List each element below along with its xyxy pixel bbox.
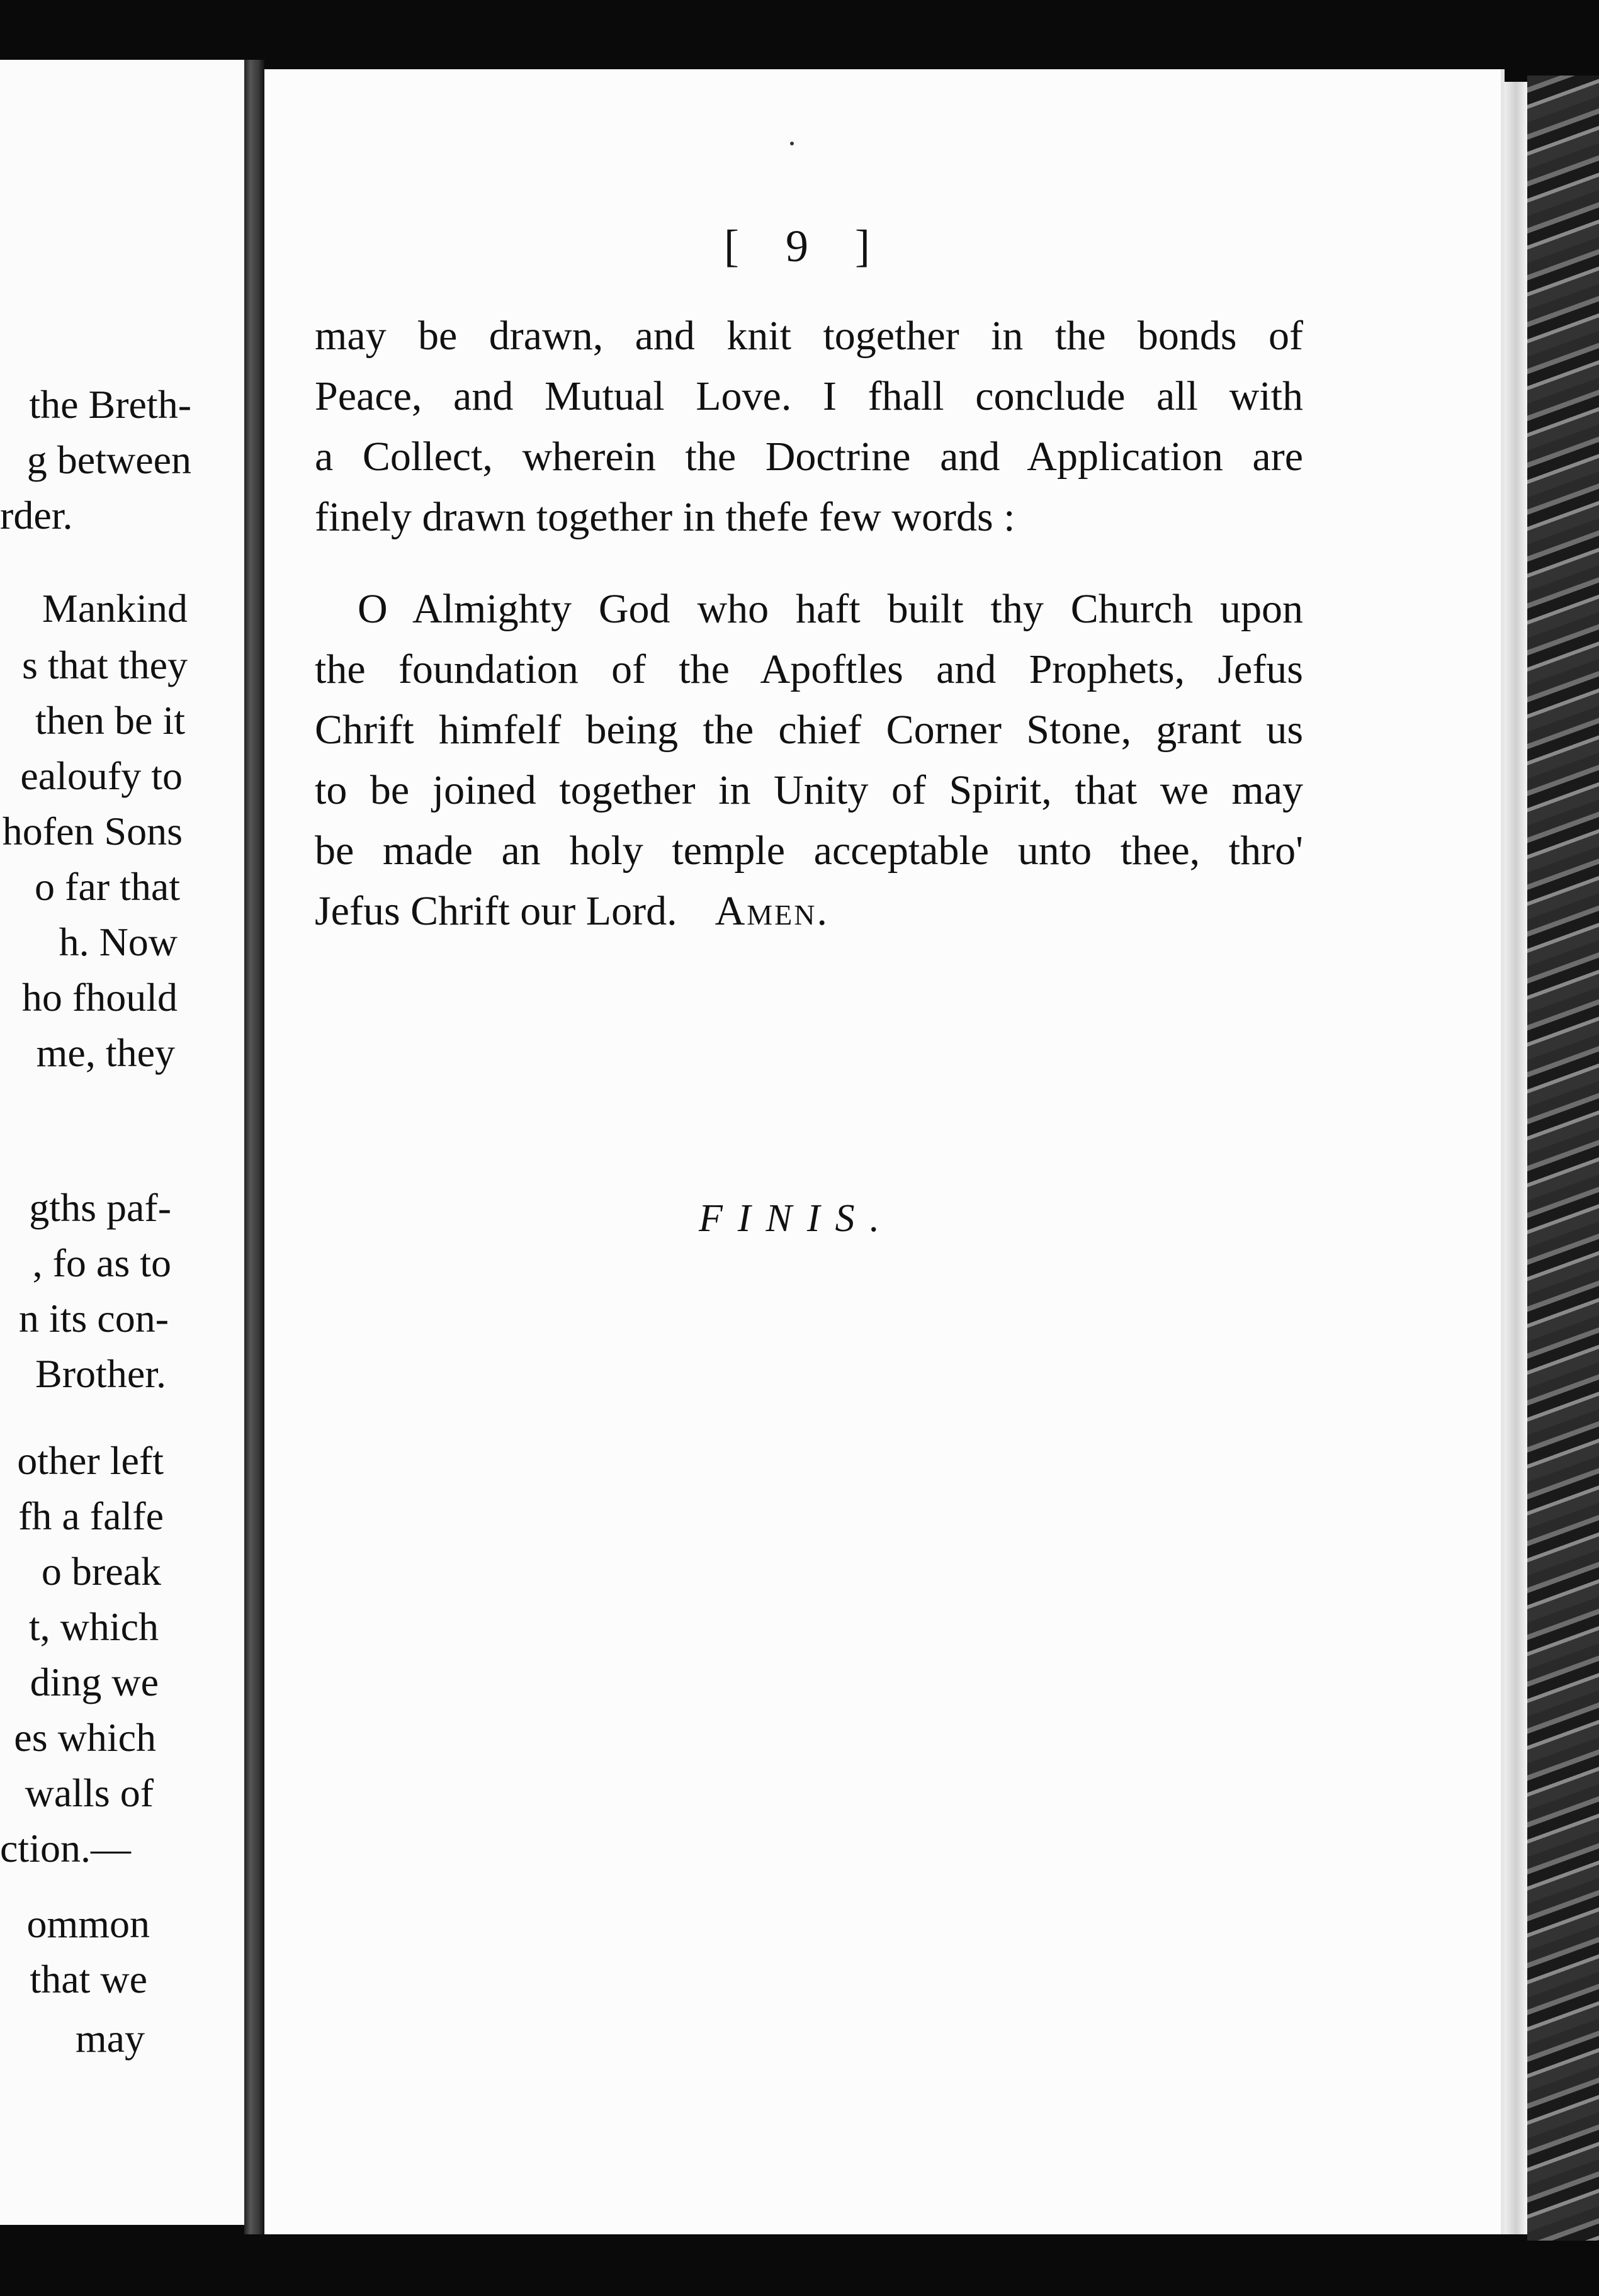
text-line-final [315, 881, 1303, 942]
left-page-line: s that they [21, 643, 188, 687]
left-page-line: may [75, 2016, 145, 2061]
left-page-line: ding we [30, 1660, 159, 1704]
left-page-line: ho fhould [21, 975, 178, 1020]
left-page-line: es which [14, 1715, 156, 1760]
text-line: the foundation of the Apoftles and Prophets, Jefus [315, 646, 1303, 692]
left-page-line: rder. [0, 493, 73, 537]
page-edges [1505, 82, 1527, 2234]
text-line: a Collect, wherein the Doctrine and Application are [315, 434, 1303, 480]
left-page-line: me, they [36, 1030, 175, 1075]
text-line: O Almighty God who haft built thy Church upon [358, 586, 1303, 632]
left-page-line: h. Now [59, 920, 178, 964]
left-page-line: ommon [26, 1901, 150, 1946]
left-page-line: hofen Sons [2, 809, 183, 853]
left-page-line: , fo as to [32, 1241, 171, 1285]
left-page-line: ction.— [0, 1826, 131, 1871]
book-gutter [244, 60, 264, 2234]
page-number: [ 9 ] [724, 221, 888, 271]
text-line: Chrift himfelf being the chief Corner Stone, grant us [315, 707, 1303, 753]
marbled-cover-board [1527, 76, 1599, 2241]
left-page-line: fh a falfe [18, 1494, 164, 1538]
paragraph-1 [315, 306, 1303, 548]
left-page-line: the Breth- [29, 382, 191, 427]
left-facing-page [0, 60, 246, 2225]
left-page-line: Brother. [35, 1351, 166, 1396]
text-line: may be drawn, and knit together in the bonds of [315, 313, 1303, 359]
text-line: be made an holy temple acceptable unto thee, thro' [315, 828, 1303, 874]
left-page-line: that we [30, 1957, 147, 2001]
closing-text: Jefus Chrift our Lord. [315, 888, 677, 934]
left-page-line: ealoufy to [20, 753, 183, 798]
amen: Amen. [715, 888, 829, 934]
left-page-line: gths paf- [29, 1185, 171, 1230]
paragraph-2 [315, 579, 1303, 942]
left-page-line: g between [26, 437, 191, 482]
text-line: to be joined together in Unity of Spirit, that we may [315, 767, 1303, 813]
left-page-line: walls of [25, 1770, 154, 1815]
text-line: finely drawn together in thefe few words : [315, 494, 1015, 540]
left-page-line: o break [41, 1549, 161, 1594]
left-page-line: t, which [28, 1604, 159, 1649]
left-page-line: Mankind [42, 586, 188, 631]
ink-speck [790, 142, 794, 145]
left-page-line: then be it [35, 698, 185, 743]
finis: FINIS. [699, 1197, 895, 1240]
text-line: Peace, and Mutual Love. I fhall conclude all with [315, 373, 1303, 419]
left-page-line: other left [17, 1438, 164, 1483]
left-page-line: o far that [35, 864, 180, 909]
left-page-line: n its con- [18, 1296, 169, 1341]
